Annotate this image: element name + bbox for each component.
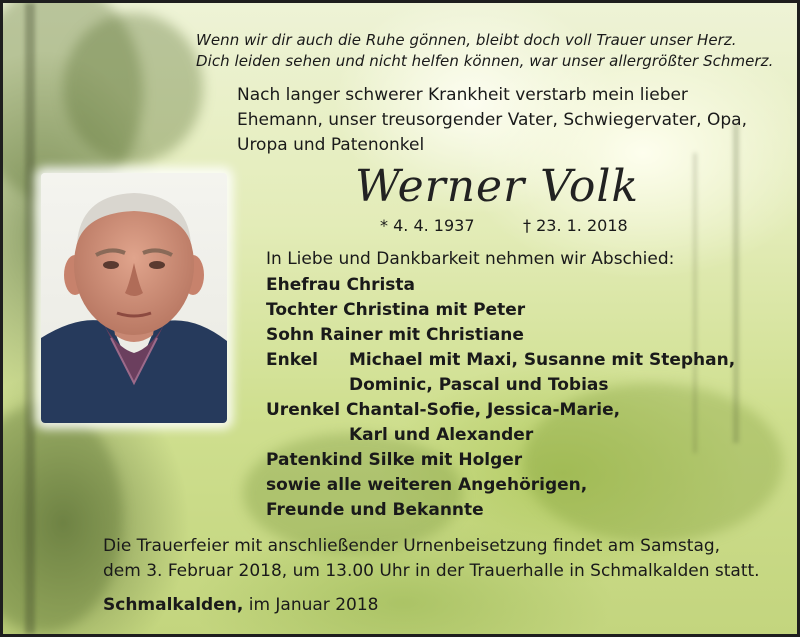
ceremony-line-2: dem 3. Februar 2018, um 13.00 Uhr in der Trauerhalle in Schmalkalden statt. xyxy=(103,561,760,581)
mourner-wife: Ehefrau Christa xyxy=(266,275,416,295)
mourner-friends: Freunde und Bekannte xyxy=(266,500,484,520)
farewell-intro: In Liebe und Dankbarkeit nehmen wir Abschied: xyxy=(266,249,675,269)
deceased-name: Werner Volk xyxy=(355,161,640,212)
obituary-content xyxy=(3,3,797,634)
grandchildren-line-2: Dominic, Pascal und Tobias xyxy=(349,375,609,395)
mourner-daughter: Tochter Christina mit Peter xyxy=(266,300,526,320)
poem-line-1: Wenn wir dir auch die Ruhe gönnen, bleibt doch voll Trauer unser Herz. xyxy=(196,31,737,49)
birth-date: * 4. 4. 1937 xyxy=(380,216,475,235)
announcement-line-1: Nach langer schwerer Krankheit verstarb mein lieber xyxy=(237,85,688,105)
grandchildren-line-1: Michael mit Maxi, Susanne mit Stephan, xyxy=(349,350,736,370)
mourner-son: Sohn Rainer mit Christiane xyxy=(266,325,524,345)
ceremony-line-1: Die Trauerfeier mit anschließender Urnenbeisetzung findet am Samstag, xyxy=(103,536,721,556)
great-grandchildren-line-1: Urenkel Chantal-Sofie, Jessica-Marie, xyxy=(266,400,621,420)
footer-line xyxy=(103,595,378,615)
portrait-photo xyxy=(41,173,227,423)
announcement-line-2: Ehemann, unser treusorgender Vater, Schwiegervater, Opa, xyxy=(237,110,747,130)
mourner-godchild: Patenkind Silke mit Holger xyxy=(266,450,523,470)
portrait-illustration xyxy=(41,173,227,423)
poem-line-2: Dich leiden sehen und nicht helfen können, war unser allergrößter Schmerz. xyxy=(196,52,774,70)
footer-date: im Januar 2018 xyxy=(243,595,379,615)
death-date: † 23. 1. 2018 xyxy=(523,216,628,235)
grandchildren-label: Enkel xyxy=(266,350,318,370)
great-grandchildren-line-2: Karl und Alexander xyxy=(349,425,534,445)
footer-place: Schmalkalden, xyxy=(103,595,244,615)
mourner-relatives: sowie alle weiteren Angehörigen, xyxy=(266,475,588,495)
announcement-line-3: Uropa und Patenonkel xyxy=(237,135,425,155)
